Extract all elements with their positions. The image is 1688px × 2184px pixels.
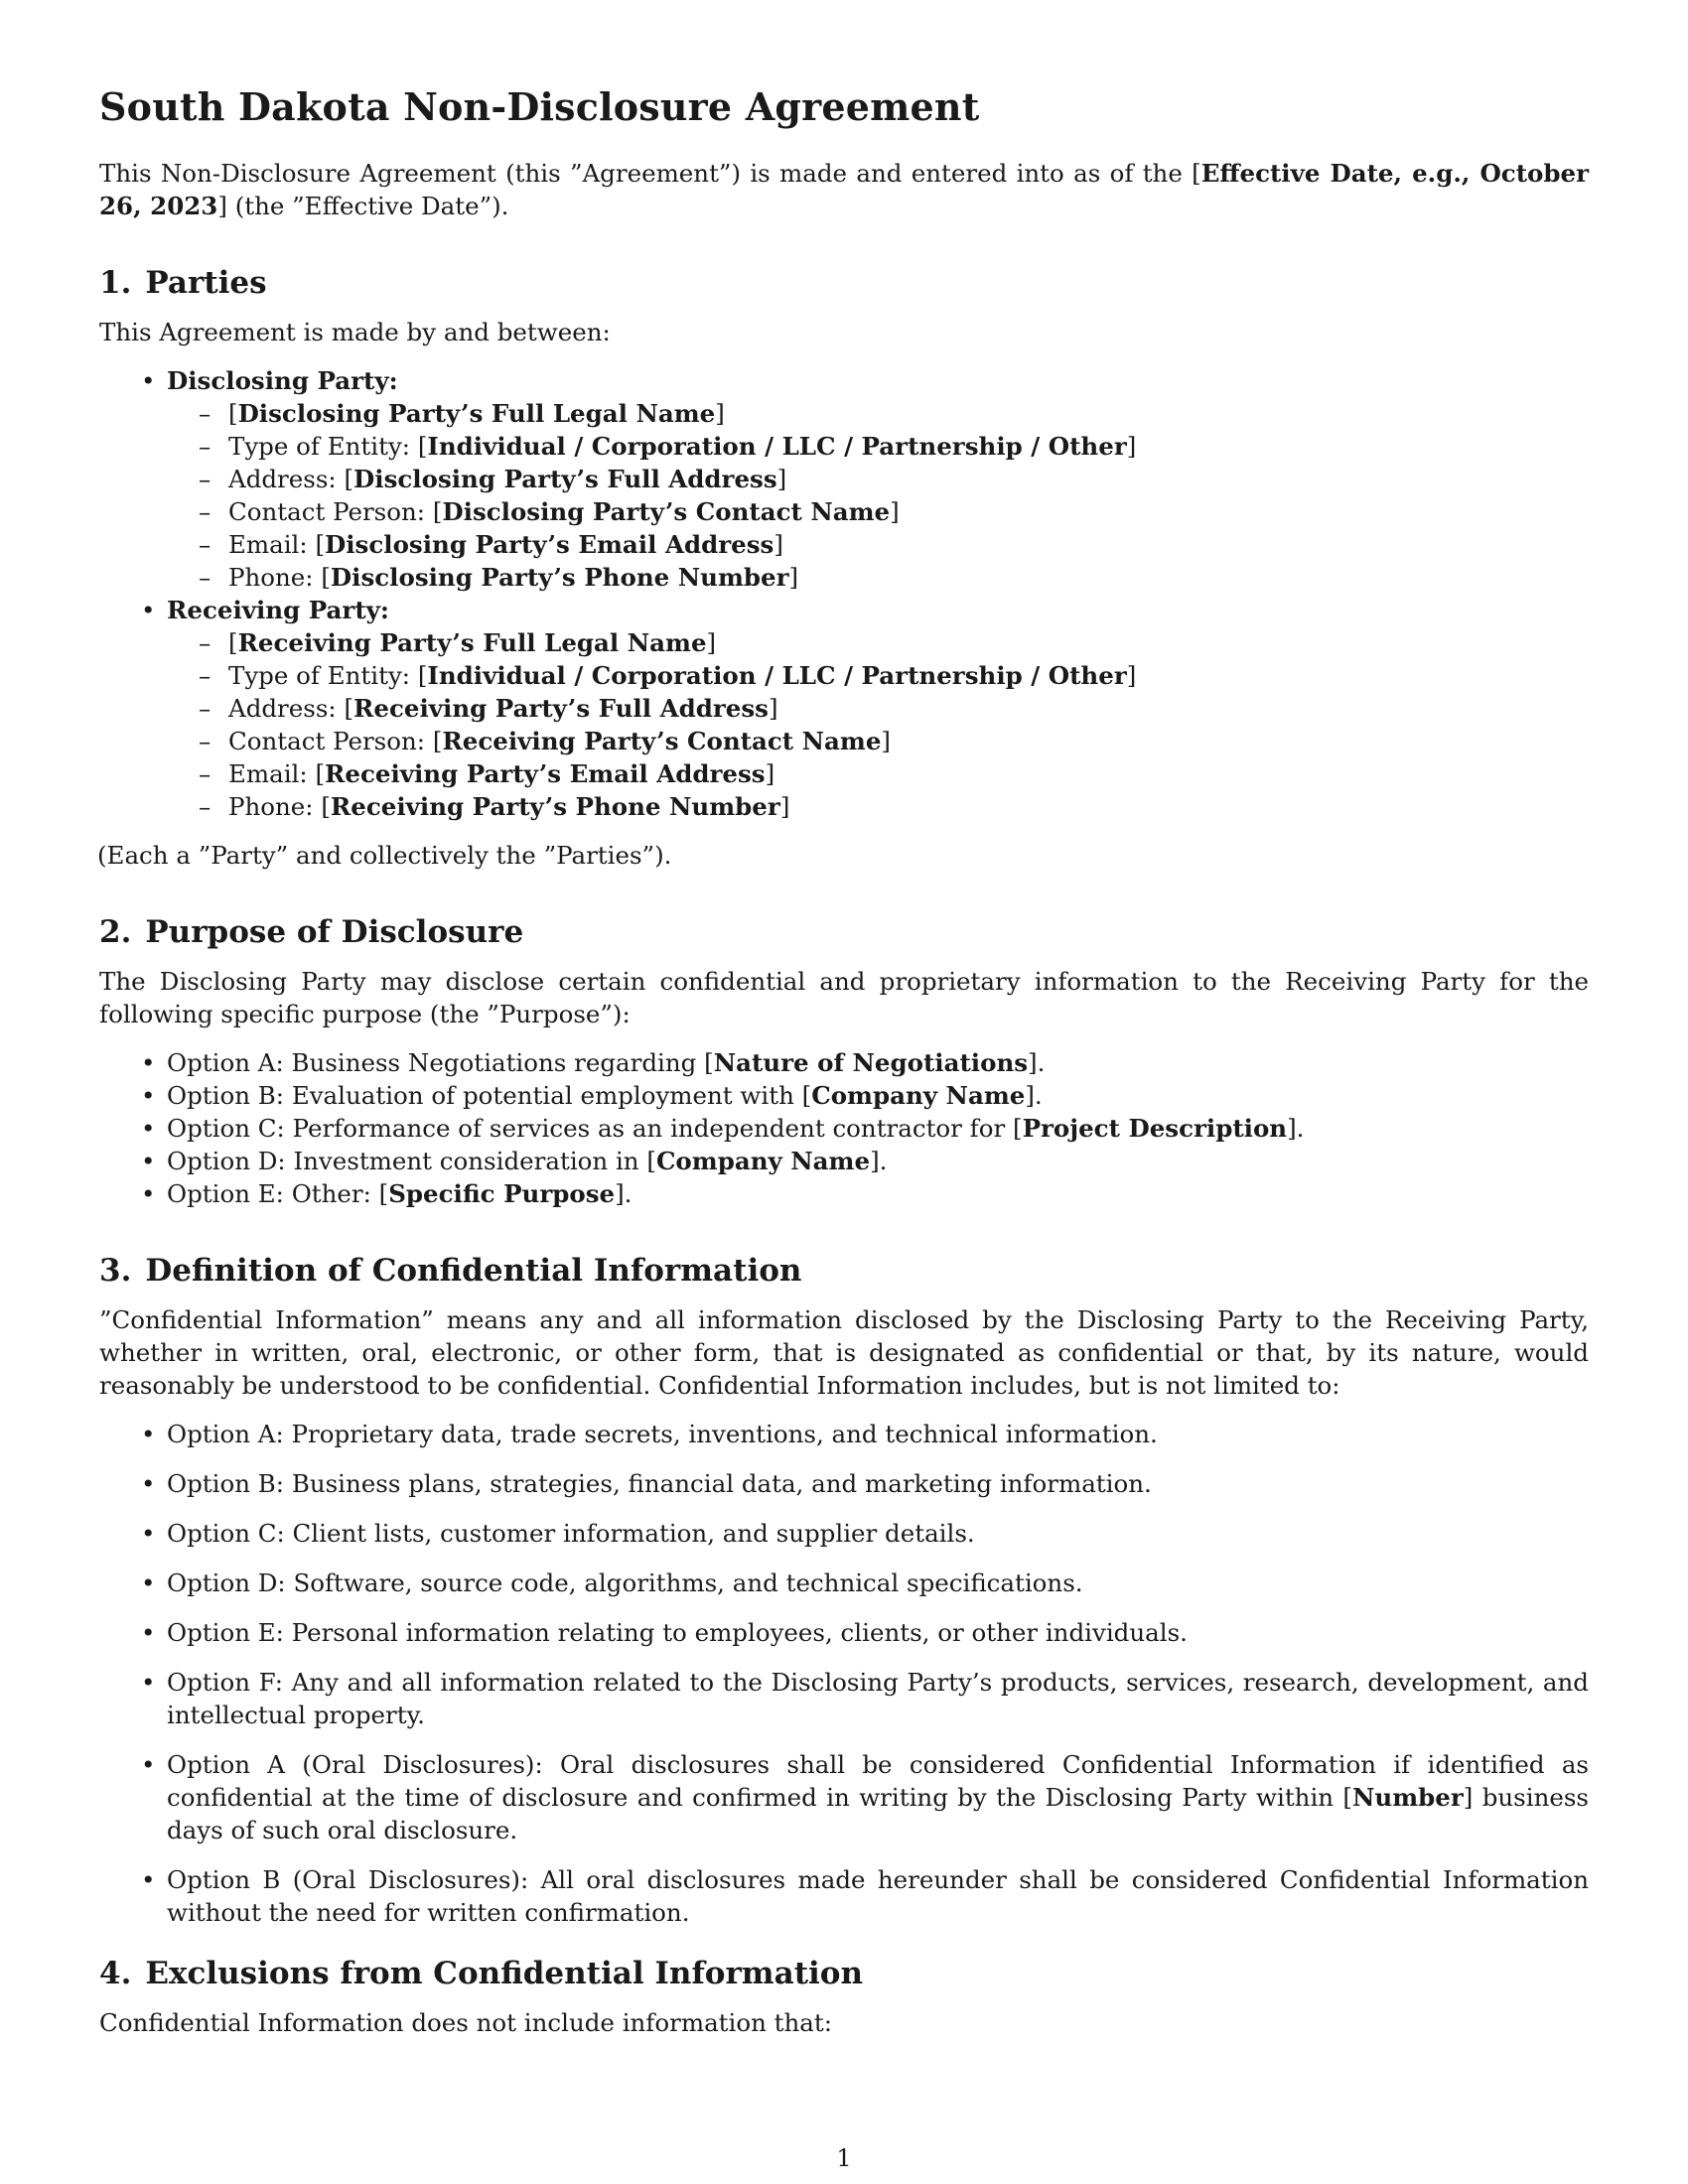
section-heading-exclusions: [99, 1955, 1589, 1992]
option-text-end: ].: [1028, 1048, 1046, 1077]
receiving-phone: – Phone: [Receiving Party’s Phone Number]: [228, 790, 1589, 823]
placeholder: Receiving Party’s Full Legal Name: [237, 628, 707, 657]
purpose-option: [167, 1046, 1589, 1079]
option-text: Option E: Other: [: [167, 1179, 389, 1208]
section-number: 1.: [99, 265, 132, 301]
section-title: Exclusions from Confidential Information: [145, 1956, 864, 1991]
option-text: Option C: Performance of services as an independent contractor for [: [167, 1114, 1023, 1143]
option-text: Option A (Oral Disclosures): Oral disclosures shall be considered Confidential Information if identified as confidential at the time of disclosure and confirmed in writing by the Disclosing Party within [: [167, 1750, 1589, 1812]
placeholder: Receiving Party’s Phone Number: [330, 792, 780, 821]
parties-closing: (Each a ”Party” and collectively the ”Parties”).: [97, 841, 672, 870]
field-label: Email:: [228, 759, 316, 788]
exclusions-intro: Confidential Information does not include information that:: [99, 2008, 833, 2037]
placeholder: Receiving Party’s Email Address: [325, 759, 766, 788]
definition-option: • Option A: Proprietary data, trade secrets, inventions, and technical information.: [167, 1418, 1589, 1450]
disclosing-party-label: Disclosing Party:: [167, 366, 398, 395]
field-label: Email:: [228, 530, 316, 559]
definition-option: • Option F: Any and all information related to the Disclosing Party’s products, services, research, development, and intellectual property.: [167, 1666, 1589, 1731]
field-label: Address:: [228, 465, 345, 493]
definition-option: • Option B: Business plans, strategies, financial data, and marketing information.: [167, 1467, 1589, 1500]
disclosing-legal-name: – [Disclosing Party’s Full Legal Name]: [228, 397, 1589, 430]
field-label: Address:: [228, 694, 345, 723]
receiving-address: – Address: [Receiving Party’s Full Address]: [228, 692, 1589, 725]
option-text-end: ].: [1287, 1114, 1305, 1143]
placeholder: Disclosing Party’s Contact Name: [442, 497, 891, 526]
disclosing-party-details: [167, 397, 1589, 594]
section-number: 4.: [99, 1956, 132, 1991]
document-title: South Dakota Non-Disclosure Agreement: [99, 84, 980, 129]
definition-options-list: [99, 1418, 1589, 1929]
section-title: Definition of Confidential Information: [145, 1253, 802, 1289]
purpose-options-list: [99, 1046, 1589, 1210]
receiving-email: – Email: [Receiving Party’s Email Address]: [228, 757, 1589, 790]
effective-date-placeholder: Effective Date, e.g., October 26, 2023: [99, 159, 1589, 220]
disclosing-contact: – Contact Person: [Disclosing Party’s Contact Name]: [228, 495, 1589, 528]
intro-text: This Non-Disclosure Agreement (this ”Agreement”) is made and entered into as of the [: [99, 159, 1201, 188]
placeholder: Disclosing Party’s Email Address: [325, 530, 774, 559]
page-number: 1: [836, 2144, 852, 2172]
intro-text-end: ] (the ”Effective Date”).: [217, 192, 509, 220]
field-label: Type of Entity:: [228, 661, 418, 690]
parties-intro: This Agreement is made by and between:: [99, 318, 611, 346]
disclosing-phone: – Phone: [Disclosing Party’s Phone Number]: [228, 561, 1589, 594]
field-label: Phone:: [228, 792, 322, 821]
placeholder: Nature of Negotiations: [713, 1048, 1029, 1077]
placeholder: Receiving Party’s Full Address: [353, 694, 769, 723]
option-text-end: ].: [615, 1179, 633, 1208]
purpose-option: [167, 1112, 1589, 1145]
disclosing-address: – Address: [Disclosing Party’s Full Address]: [228, 463, 1589, 495]
receiving-legal-name: – [Receiving Party’s Full Legal Name]: [228, 626, 1589, 659]
placeholder: Receiving Party’s Contact Name: [442, 727, 882, 755]
option-text-end: ].: [1025, 1081, 1043, 1110]
oral-disclosure-option-a: [167, 1748, 1589, 1846]
field-label: Contact Person:: [228, 727, 433, 755]
parties-list: [99, 364, 1589, 823]
option-text-end: ] business days of such oral disclosure.: [167, 1783, 1589, 1844]
option-text: Option A: Business Negotiations regarding [: [167, 1048, 714, 1077]
placeholder: Disclosing Party’s Full Address: [353, 465, 777, 493]
option-text: Option D: Investment consideration in [: [167, 1147, 656, 1175]
placeholder: Project Description: [1022, 1114, 1288, 1143]
field-label: Contact Person:: [228, 497, 433, 526]
purpose-option: [167, 1079, 1589, 1112]
receiving-party-label: Receiving Party:: [167, 596, 389, 624]
disclosing-party-item: [167, 364, 1589, 594]
definition-option: • Option D: Software, source code, algorithms, and technical specifications.: [167, 1567, 1589, 1599]
placeholder: Disclosing Party’s Full Legal Name: [237, 399, 716, 428]
field-label: Phone:: [228, 563, 322, 592]
disclosing-email: – Email: [Disclosing Party’s Email Address]: [228, 528, 1589, 561]
placeholder: Number: [1352, 1783, 1464, 1812]
section-title: Parties: [145, 265, 267, 301]
section-heading-parties: [99, 264, 1589, 302]
document-page: [99, 85, 1589, 2039]
disclosing-entity-type: – Type of Entity: [Individual / Corporation / LLC / Partnership / Other]: [228, 430, 1589, 463]
receiving-contact: – Contact Person: [Receiving Party’s Contact Name]: [228, 725, 1589, 757]
section-heading-purpose: [99, 913, 1589, 951]
definition-option: • Option E: Personal information relating to employees, clients, or other individuals.: [167, 1616, 1589, 1649]
definition-intro: ”Confidential Information” means any and all information disclosed by the Disclosing Party to the Receiving Party, whether in written, oral, electronic, or other form, that is designated as confidential or that, by its nature, would reasonably be understood to be confidential. Confidential Information includes, but is not limited to:: [99, 1305, 1589, 1400]
option-text-end: ].: [870, 1147, 888, 1175]
section-number: 2.: [99, 914, 132, 950]
intro-paragraph: [99, 157, 1589, 222]
purpose-option: [167, 1177, 1589, 1210]
receiving-entity-type: – Type of Entity: [Individual / Corporation / LLC / Partnership / Other]: [228, 659, 1589, 692]
section-title: Purpose of Disclosure: [145, 914, 524, 950]
placeholder: Company Name: [811, 1081, 1026, 1110]
field-label: Type of Entity:: [228, 432, 418, 461]
placeholder: Individual / Corporation / LLC / Partnership / Other: [427, 432, 1127, 461]
purpose-option: [167, 1145, 1589, 1177]
placeholder: Specific Purpose: [388, 1179, 616, 1208]
oral-disclosure-option-b: • Option B (Oral Disclosures): All oral disclosures made hereunder shall be considered Confidential Information without the need for written confirmation.: [167, 1863, 1589, 1929]
section-heading-definition: [99, 1252, 1589, 1290]
receiving-party-item: [167, 594, 1589, 823]
placeholder: Individual / Corporation / LLC / Partnership / Other: [427, 661, 1127, 690]
receiving-party-details: [167, 626, 1589, 823]
placeholder: Disclosing Party’s Phone Number: [330, 563, 789, 592]
purpose-intro: The Disclosing Party may disclose certain confidential and proprietary information to the Receiving Party for the following specific purpose (the ”Purpose”):: [99, 967, 1589, 1028]
definition-option: • Option C: Client lists, customer information, and supplier details.: [167, 1517, 1589, 1550]
placeholder: Company Name: [655, 1147, 871, 1175]
section-number: 3.: [99, 1253, 132, 1289]
option-text: Option B: Evaluation of potential employment with [: [167, 1081, 812, 1110]
